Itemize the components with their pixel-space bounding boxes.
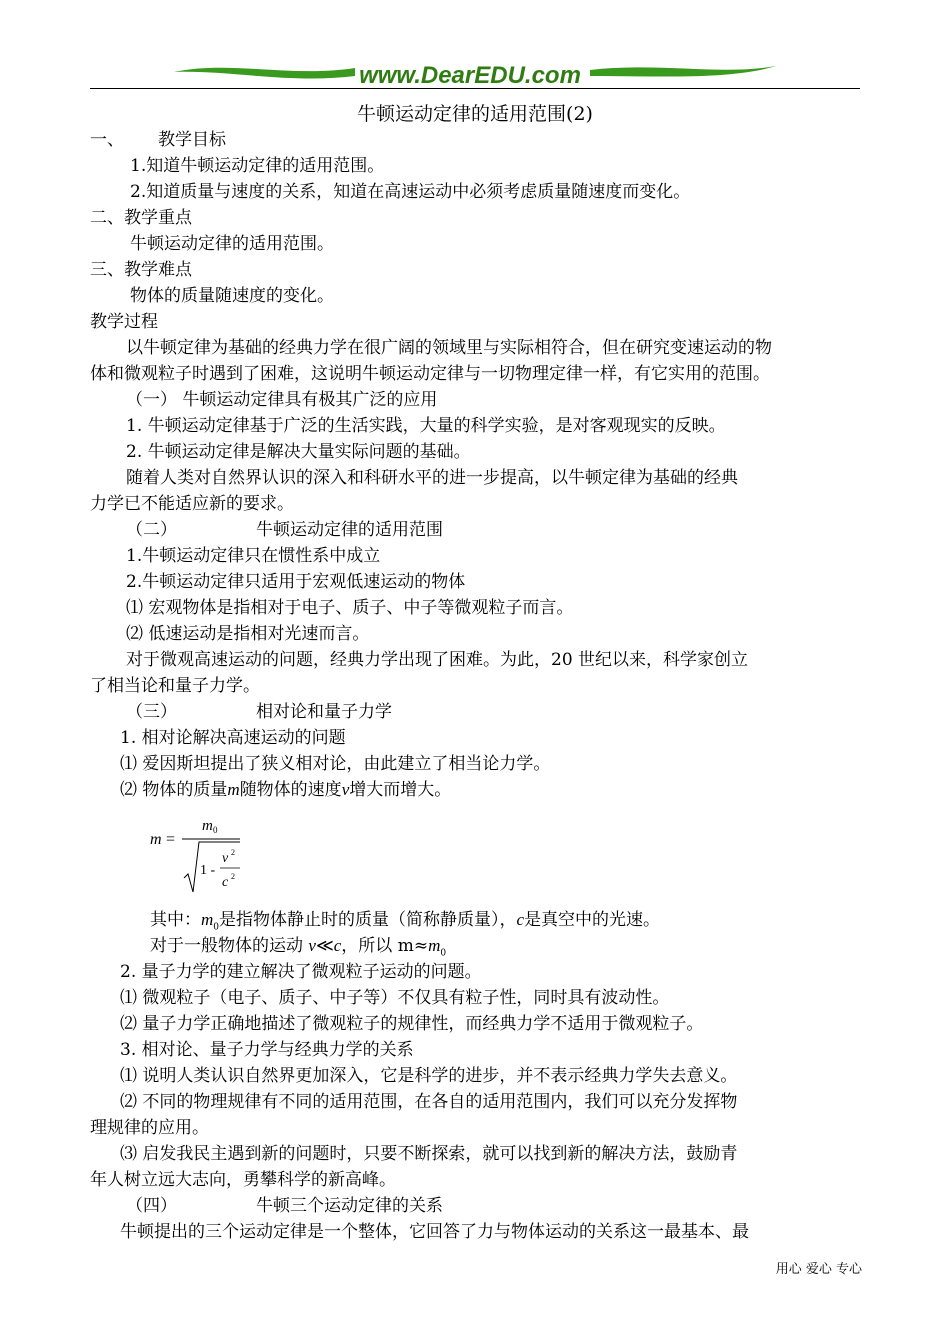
formula-explanation: 其中：$m_0$是指物体静止时的质量（简称静质量），c是真空中的光速。	[150, 910, 661, 933]
process-heading: 教学过程	[90, 312, 158, 332]
part-2-item-1: 1.牛顿运动定律只在惯性系中成立	[126, 546, 381, 566]
part-3-item-3-sub-1: ⑴ 说明人类认识自然界更加深入，它是科学的进步，并不表示经典力学失去意义。	[120, 1066, 738, 1086]
part-1-para-line-2: 力学已不能适应新的要求。	[90, 494, 294, 514]
svg-text:2: 2	[231, 848, 235, 857]
relativistic-mass-formula	[150, 812, 260, 896]
part-3-heading: 相对论和量子力学	[256, 702, 392, 722]
section-1-heading: 教学目标	[158, 130, 226, 150]
part-2-para-line-2: 了相当论和量子力学。	[90, 676, 260, 696]
part-1-item-2: 2. 牛顿运动定律是解决大量实际问题的基础。	[126, 442, 471, 462]
part-1-heading: （一） 牛顿运动定律具有极其广泛的应用	[126, 390, 438, 410]
svg-text:0: 0	[213, 825, 218, 835]
objective-2: 2.知道质量与速度的关系，知道在高速运动中必须考虑质量随速度而变化。	[130, 182, 691, 202]
document-title: 牛顿运动定律的适用范围(2)	[357, 103, 593, 125]
header-rule	[90, 88, 860, 89]
part-3-item-2: 2. 量子力学的建立解决了微观粒子运动的问题。	[120, 962, 482, 982]
part-3-sub-2: ⑵ 物体的质量m随物体的速度v增大而增大。	[120, 780, 452, 800]
key-point: 牛顿运动定律的适用范围。	[130, 234, 334, 254]
part-3-item-2-sub-1: ⑴ 微观粒子（电子、质子、中子等）不仅具有粒子性，同时具有波动性。	[120, 988, 670, 1008]
part-3-sub-1: ⑴ 爱因斯坦提出了狭义相对论，由此建立了相当论力学。	[120, 754, 551, 774]
part-3-item-2-sub-2: ⑵ 量子力学正确地描述了微观粒子的规律性，而经典力学不适用于微观粒子。	[120, 1014, 704, 1034]
section-2-heading: 二、教学重点	[90, 208, 192, 228]
svg-text:1 -: 1 -	[200, 863, 216, 878]
page-footer: 用心 爱心 专心	[775, 1262, 862, 1277]
site-url-text: www.DearEDU.com	[359, 62, 581, 89]
part-2-para-line-1: 对于微观高速运动的问题，经典力学出现了困难。为此，20 世纪以来，科学家创立	[126, 650, 749, 670]
svg-text:m: m	[150, 831, 162, 848]
part-1-para-line-1: 随着人类对自然界认识的深入和科研水平的进一步提高，以牛顿定律为基础的经典	[126, 468, 738, 488]
svg-text:2: 2	[231, 872, 235, 881]
part-2-sub-2: ⑵ 低速运动是指相对光速而言。	[126, 624, 370, 644]
part-2-heading-number: （二）	[126, 520, 177, 540]
part-4-para-line-1: 牛顿提出的三个运动定律是一个整体，它回答了力与物体运动的关系这一最基本、最	[120, 1222, 749, 1242]
svg-text:m: m	[202, 818, 213, 834]
part-3-item-3-sub-3-line-2: 年人树立远大志向，勇攀科学的新高峰。	[90, 1170, 396, 1190]
part-2-heading: 牛顿运动定律的适用范围	[256, 520, 443, 540]
part-3-item-1: 1. 相对论解决高速运动的问题	[120, 728, 346, 748]
site-banner-logo	[170, 56, 780, 90]
part-4-heading-number: （四）	[126, 1196, 177, 1216]
part-2-sub-1: ⑴ 宏观物体是指相对于电子、质子、中子等微观粒子而言。	[126, 598, 574, 618]
section-3-heading: 三、教学难点	[90, 260, 192, 280]
difficulty: 物体的质量随速度的变化。	[130, 286, 334, 306]
part-3-item-3-sub-3-line-1: ⑶ 启发我民主遇到新的问题时，只要不断探索，就可以找到新的解决方法，鼓励青	[120, 1144, 738, 1164]
part-3-item-3-sub-2-line-1: ⑵ 不同的物理规律有不同的适用范围，在各自的适用范围内，我们可以充分发挥物	[120, 1092, 738, 1112]
part-3-item-3-sub-2-line-2: 理规律的应用。	[90, 1118, 209, 1138]
section-1-number: 一、	[90, 130, 124, 150]
part-2-item-2: 2.牛顿运动定律只适用于宏观低速运动的物体	[126, 572, 466, 592]
part-1-item-1: 1. 牛顿运动定律基于广泛的生活实践，大量的科学实验，是对客观现实的反映。	[126, 416, 726, 436]
objective-1: 1.知道牛顿运动定律的适用范围。	[130, 156, 385, 176]
intro-line-2: 体和微观粒子时遇到了困难，这说明牛顿运动定律与一切物理定律一样，有它实用的范围。	[90, 364, 770, 384]
svg-text:v: v	[222, 851, 229, 866]
intro-line-1: 以牛顿定律为基础的经典力学在很广阔的领域里与实际相符合，但在研究变速运动的物	[126, 338, 772, 358]
part-3-heading-number: （三）	[126, 702, 177, 722]
svg-text:=: =	[166, 831, 176, 848]
part-3-item-3: 3. 相对论、量子力学与经典力学的关系	[120, 1040, 414, 1060]
svg-text:c: c	[222, 875, 229, 890]
approximation-note: 对于一般物体的运动 v≪c，所以 $m\approx m_0$	[150, 936, 447, 959]
part-4-heading: 牛顿三个运动定律的关系	[256, 1196, 443, 1216]
